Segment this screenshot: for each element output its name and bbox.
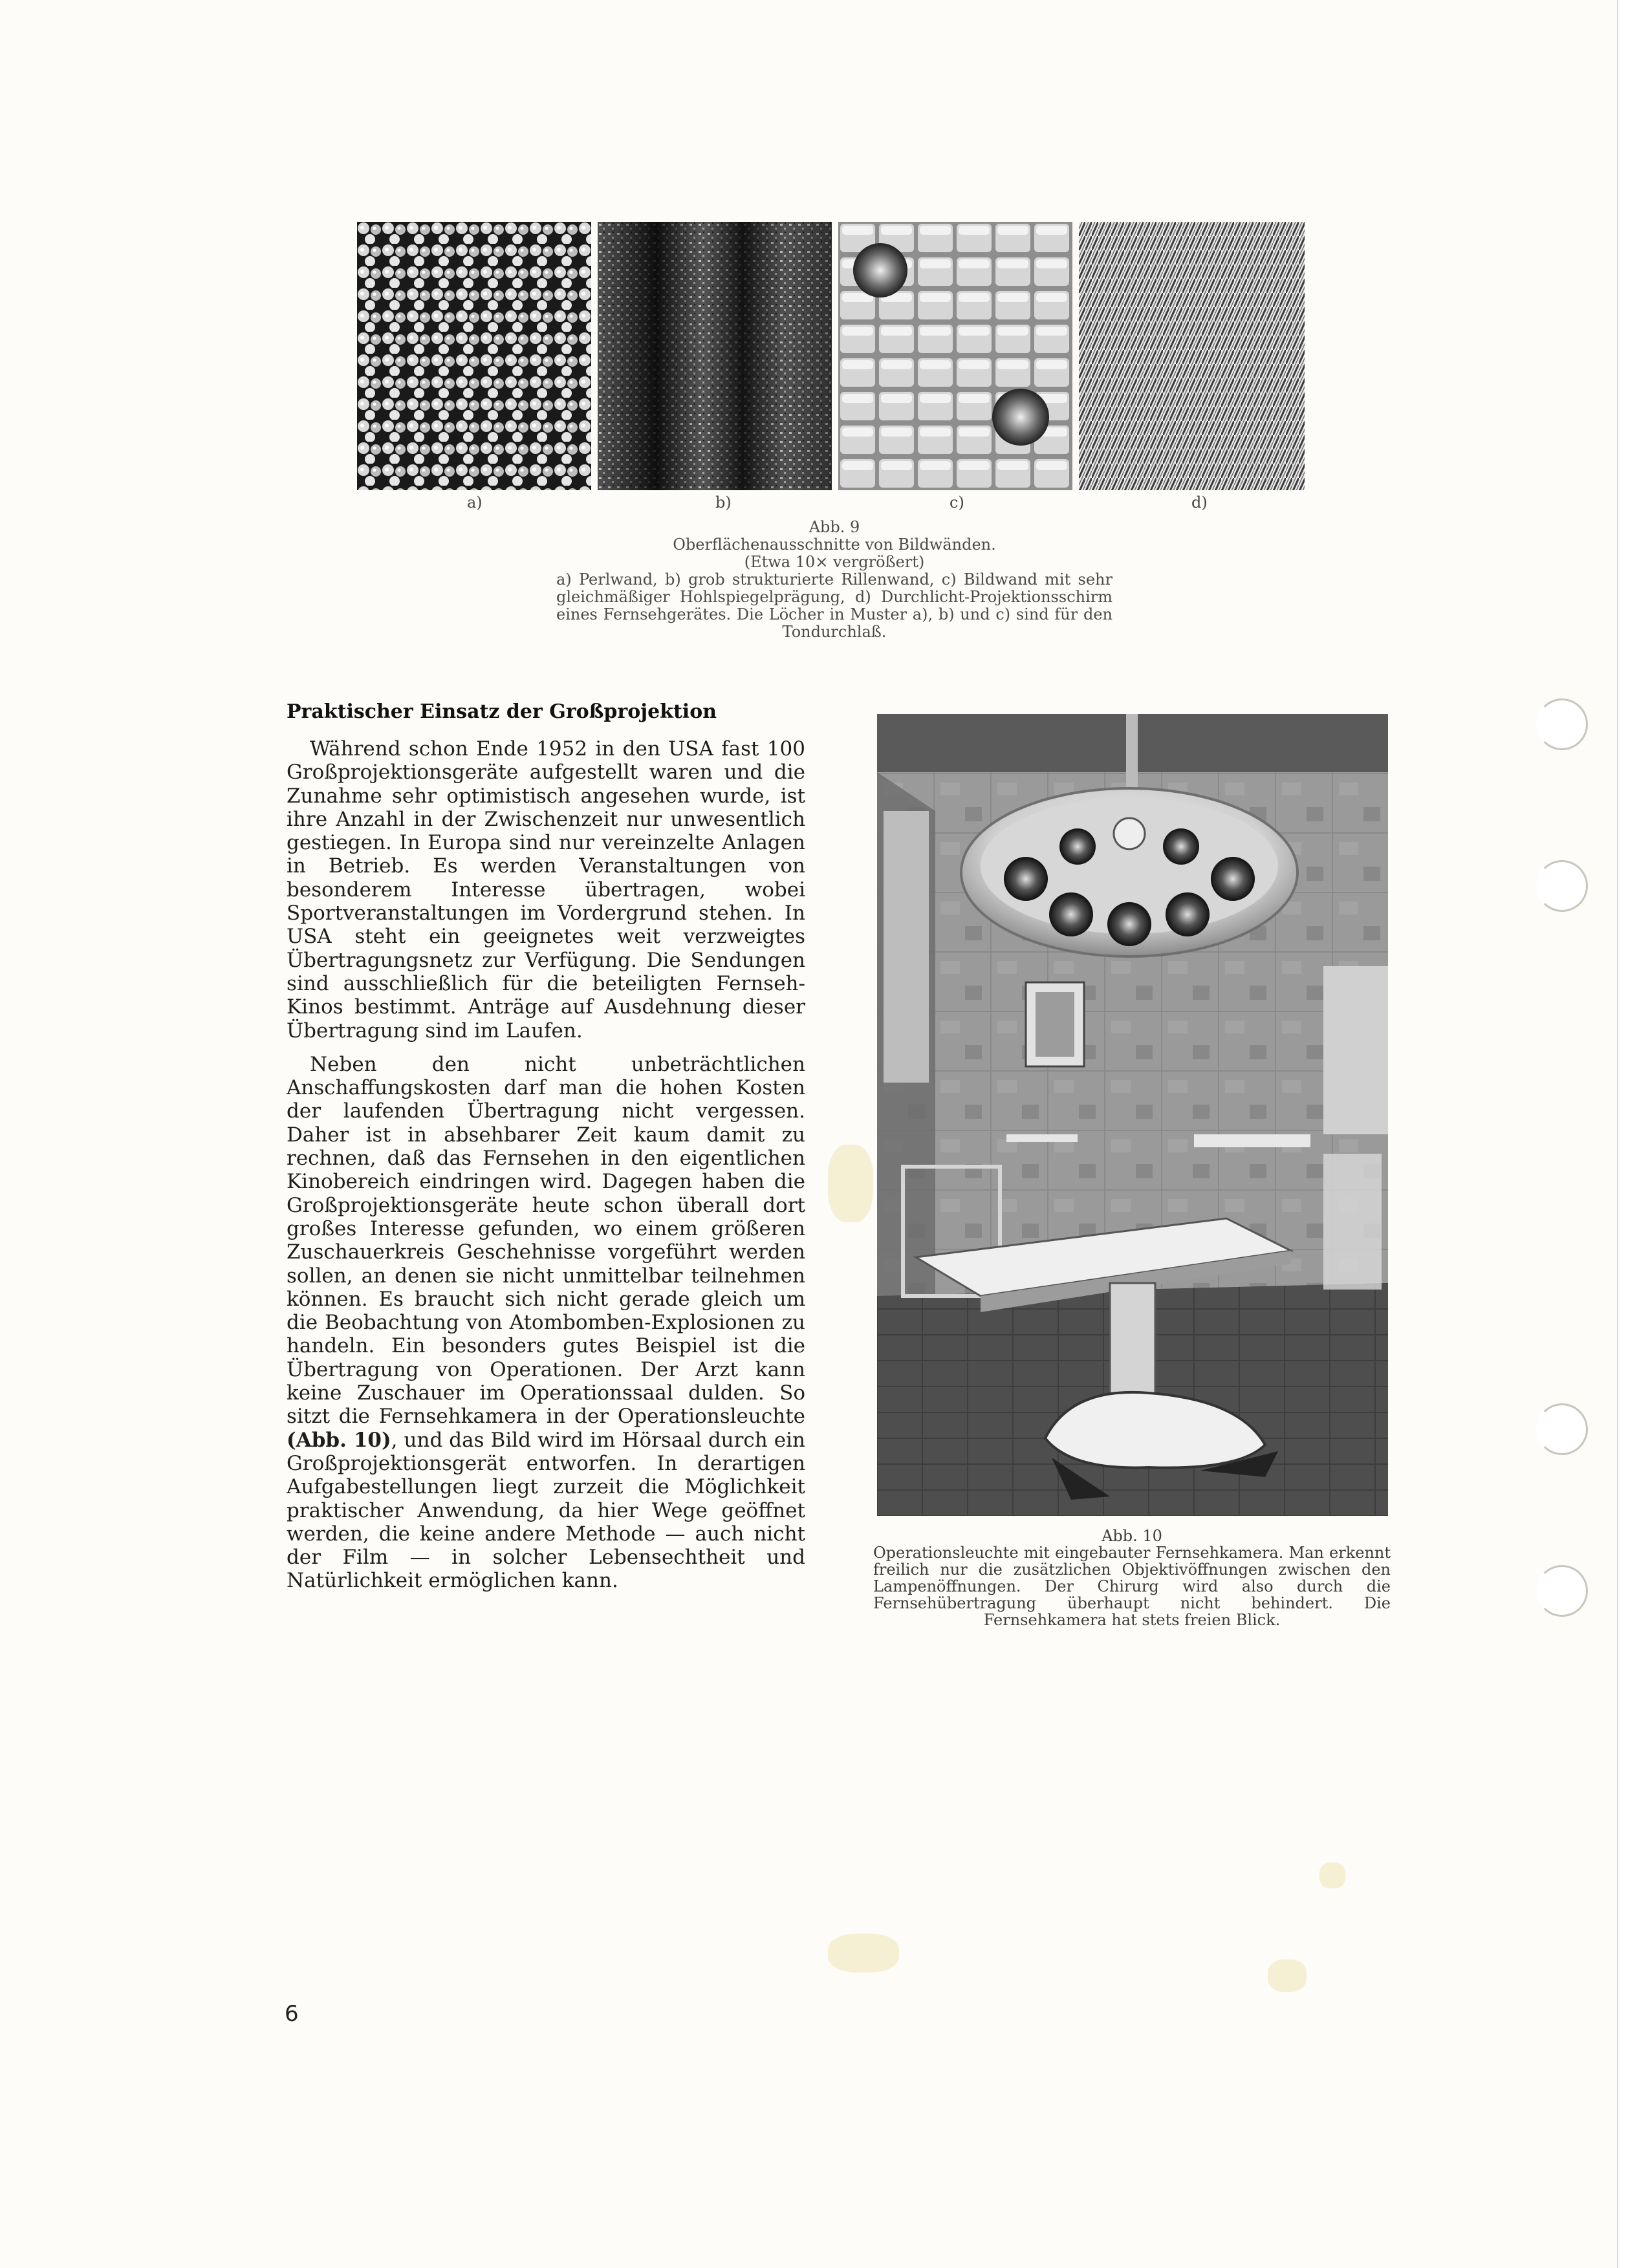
panel-label-b: b) [715, 493, 732, 512]
paper-stain [828, 1934, 899, 1972]
panel-label-c: c) [950, 493, 964, 512]
figure-10-caption [873, 1528, 1391, 1628]
figure-9-surface-samples [357, 222, 1318, 490]
paper-stain [1268, 1960, 1307, 1992]
figure-10-description: Operationsleuchte mit eingebauter Fernsehkamera. Man erkennt freilich nur die zusätzlichen Objektivöffnungen zwischen den Lampenöffnungen. Der Chirurg wird also durch die Fernsehübertragung überhaupt nicht behindert. Die Fernsehkamera hat stets freien Blick. [873, 1544, 1391, 1629]
figure-10-title: Abb. 10 [1102, 1527, 1162, 1545]
paragraph-2-text: Neben den nicht unbeträchtlichen Anschaffungskosten darf man die hohen Kosten der laufenden Übertragung nicht vergessen. Daher ist in absehbarer Zeit kaum damit zu rechnen, daß das Fernsehen in den eigentlichen Kinobereich eindringen wird. Dagegen haben die Großprojektionsgeräte heute schon überall dort großes Interesse gefunden, wo einem größeren Zuschauerkreis Geschehnisse vorgeführt werden sollen, an denen sie nicht unmittelbar teilnehmen können. Es braucht sich nicht gerade gleich um die Beobachtung von Atombomben-Explosionen zu handeln. Ein besonders gutes Beispiel ist die Übertragung von Operationen. Der Arzt kann keine Zuschauer im Operationssaal dulden. So sitzt die Fernsehkamera in der Operationsleuchte [287, 1052, 805, 1429]
sample-b-groove-screen [598, 222, 832, 490]
sample-a-pearl-screen [357, 222, 591, 490]
paragraph-2-text-end: , und das Bild wird im Hörsaal durch ein Großprojektionsgerät entworfen. In derartigen Aufgabestellungen liegt zurzeit die Möglichkeit praktischer Anwendung, da hier Wege geöffnet werden, die keine andere Methode — auch nicht der Film — in solcher Lebensechtheit und Natürlichkeit ermöglichen kann. [287, 1428, 806, 1593]
section-heading: Praktischer Einsatz der Großprojektion [287, 700, 717, 723]
figure-9-magnification: (Etwa 10× vergrößert) [744, 553, 925, 571]
paper-stain [828, 1145, 873, 1222]
paragraph-2 [287, 1053, 805, 1593]
figure-9-title: Abb. 9 [809, 518, 860, 536]
figure-10-operating-room-photo [877, 714, 1388, 1516]
sample-d-rear-projection-screen [1079, 222, 1305, 490]
page-number: 6 [285, 2001, 299, 2027]
panel-label-a: a) [467, 493, 483, 512]
figure-9-subtitle: Oberflächenausschnitte von Bildwänden. [673, 535, 996, 554]
figure-9-caption [556, 519, 1113, 641]
panel-label-d: d) [1191, 493, 1208, 512]
punch-hole [1536, 1403, 1588, 1455]
article-body [287, 737, 805, 1603]
punch-hole [1536, 860, 1588, 912]
paper-stain [1319, 1863, 1345, 1888]
paragraph-1: Während schon Ende 1952 in den USA fast 100 Großprojektionsgeräte aufgestellt waren und die Zunahme sehr optimistisch angesehen wurde, ist ihre Anzahl in der Zwischenzeit nur unwesentlich gestiegen. In Europa sind nur vereinzelte Anlagen in Betrieb. Es werden Veranstaltungen von besonderem Interesse übertragen, wobei Sportveranstaltungen im Vordergrund stehen. In USA steht ein geeignetes weit verzweigtes Übertragungsnetz zur Verfügung. Die Sendungen sind ausschließlich für die beteiligten Fernseh-Kinos bestimmt. Anträge auf Ausdehnung dieser Übertragung sind im Laufen. [287, 737, 805, 1042]
punch-hole [1536, 698, 1588, 750]
punch-hole [1536, 1565, 1588, 1617]
sample-c-hollow-mirror-screen [838, 222, 1072, 490]
figure-9-description: a) Perlwand, b) grob strukturierte Rillenwand, c) Bildwand mit sehr gleichmäßiger Hohlspiegelprägung, d) Durchlicht-Projektionsschirm eines Fernsehgerätes. Die Löcher in Muster a), b) und c) sind für den Tondurchlaß. [556, 570, 1113, 641]
figure-reference: (Abb. 10) [287, 1428, 391, 1452]
